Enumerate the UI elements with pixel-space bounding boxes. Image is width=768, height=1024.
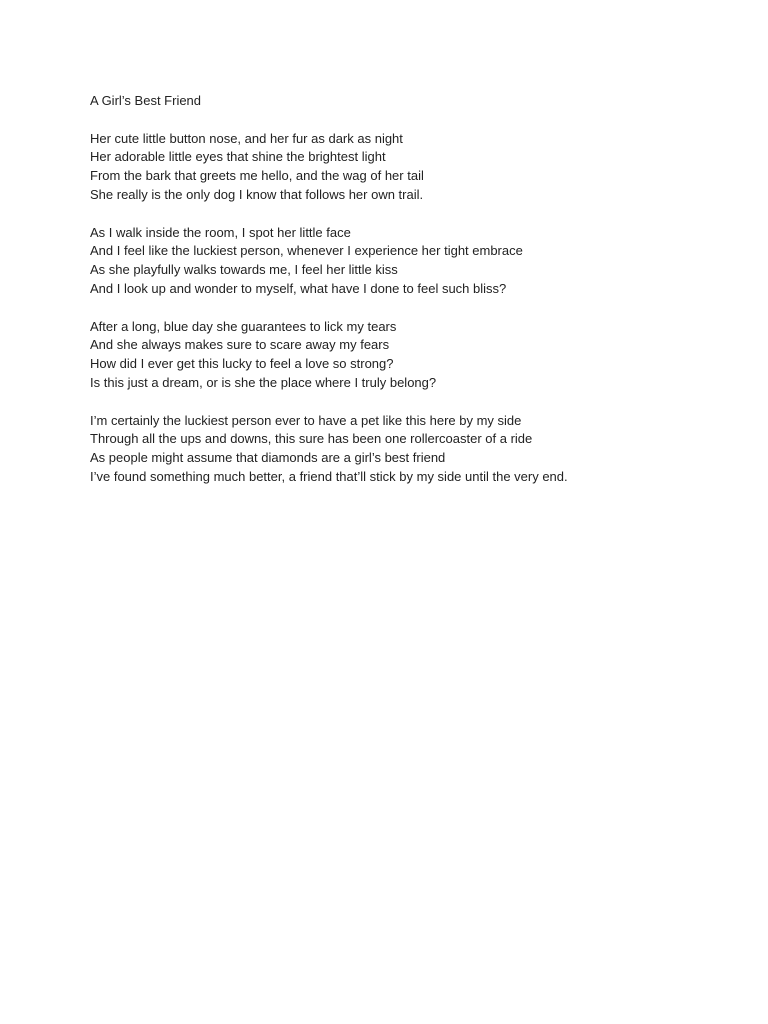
poem-line: Is this just a dream, or is she the place where I truly belong? (90, 374, 437, 390)
poem (90, 92, 730, 487)
poem-line: She really is the only dog I know that follows her own trail. (90, 186, 424, 202)
stanza-3 (90, 318, 730, 393)
poem-line: And I look up and wonder to myself, what have I done to feel such bliss? (90, 280, 507, 296)
poem-line: As she playfully walks towards me, I feel her little kiss (90, 262, 398, 278)
stanza-2 (90, 224, 730, 299)
poem-title: A Girl’s Best Friend (90, 93, 202, 108)
poem-line: Through all the ups and downs, this sure has been one rollercoaster of a ride (90, 431, 533, 447)
poem-line: And she always makes sure to scare away my fears (90, 337, 390, 353)
poem-line: As people might assume that diamonds are a girl’s best friend (90, 450, 446, 466)
stanza-4 (90, 412, 730, 487)
poem-line: After a long, blue day she guarantees to lick my tears (90, 318, 397, 334)
poem-line: Her adorable little eyes that shine the brightest light (90, 149, 386, 165)
poem-line: How did I ever get this lucky to feel a love so strong? (90, 356, 394, 372)
stanza-1 (90, 130, 730, 205)
poem-line: I’ve found something much better, a friend that’ll stick by my side until the very end. (90, 468, 568, 484)
poem-line: I’m certainly the luckiest person ever to have a pet like this here by my side (90, 412, 522, 428)
poem-line: Her cute little button nose, and her fur as dark as night (90, 130, 403, 146)
poem-line: And I feel like the luckiest person, whenever I experience her tight embrace (90, 243, 523, 259)
poem-line: From the bark that greets me hello, and the wag of her tail (90, 168, 424, 184)
poem-line: As I walk inside the room, I spot her little face (90, 224, 351, 240)
